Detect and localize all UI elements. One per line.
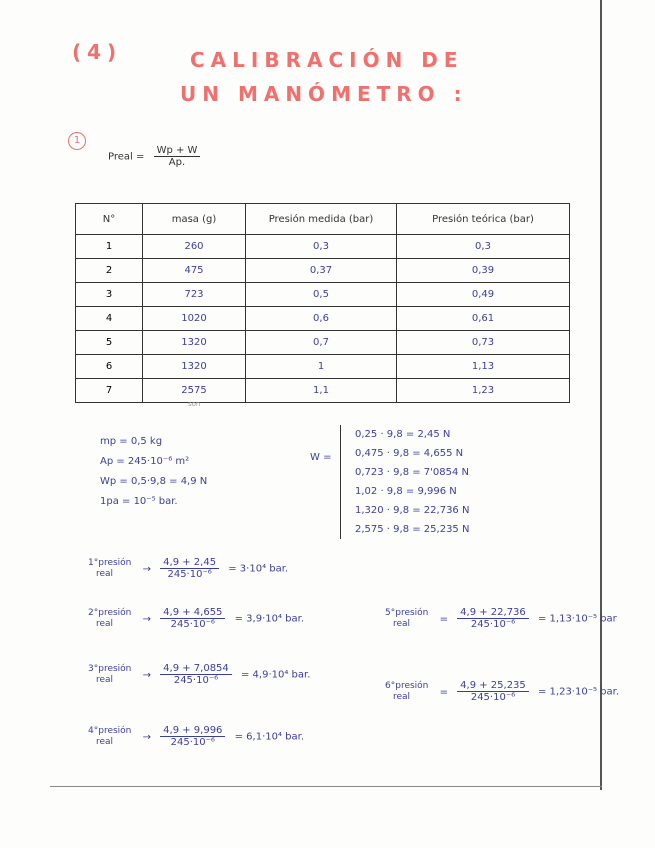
pressure-sublabel: real: [96, 736, 114, 747]
pressure-denominator: 245·10⁻⁶: [167, 569, 212, 580]
pressure-calc: [385, 680, 619, 703]
pressure-operator: →: [142, 669, 151, 681]
formula-lhs: Preal =: [108, 151, 145, 163]
pressure-result: = 6,1·10⁴ bar.: [234, 731, 305, 743]
constant: Wp = 0,5·9,8 = 4,9 N: [100, 476, 208, 487]
table-cell: 1,13: [397, 355, 570, 379]
weight-calc: 1,320 · 9,8 = 22,736 N: [355, 505, 470, 516]
table-cell: 0,37: [246, 259, 397, 283]
pressure-operator: =: [439, 613, 448, 625]
constant: 1pa = 10⁻⁵ bar.: [100, 496, 178, 507]
table-cell: 1320: [143, 355, 246, 379]
pressure-sublabel: real: [96, 568, 114, 579]
formula-den: Ap.: [168, 157, 186, 168]
pressure-numerator: 4,9 + 9,996: [160, 725, 225, 737]
table-cell: 2575: [143, 379, 246, 403]
table-cell: 4: [76, 307, 143, 331]
constant: mp = 0,5 kg: [100, 436, 163, 447]
table-row: [76, 355, 570, 379]
exercise-number: (4): [72, 40, 123, 64]
pressure-denominator: 245·10⁻⁶: [470, 619, 516, 630]
table-cell: 0,6: [246, 307, 397, 331]
pressure-denominator: 245·10⁻⁶: [170, 737, 215, 748]
pressure-numerator: 4,9 + 22,736: [457, 607, 529, 619]
page-edge-bottom: [50, 786, 602, 787]
constants: [100, 432, 207, 512]
pressure-sublabel: real: [96, 618, 114, 629]
table-cell: 1,1: [246, 379, 397, 403]
table-cell: 1320: [143, 331, 246, 355]
table-row: [76, 259, 570, 283]
table-cell: 475: [143, 259, 246, 283]
table-cell: 1: [76, 235, 143, 259]
pressure-label: 2°presión: [88, 607, 132, 618]
table-cell: 7: [76, 379, 143, 403]
col-header: masa (g): [143, 204, 246, 235]
weight-calc: 0,25 · 9,8 = 2,45 N: [355, 429, 451, 440]
table-cell: 0,3: [246, 235, 397, 259]
pressure-result: = 1,13·10⁻⁵ bar: [537, 613, 617, 625]
section-marker: 1: [68, 132, 86, 150]
table-row: [76, 235, 570, 259]
data-table: [75, 203, 570, 403]
title-line-1: CALIBRACIÓN DE: [190, 48, 464, 72]
table-row: [76, 331, 570, 355]
pressure-calc: [385, 607, 617, 630]
table-row: [76, 283, 570, 307]
table-cell: 6: [76, 355, 143, 379]
pressure-label: 3°presión: [88, 663, 132, 674]
pressure-result: = 1,23·10⁻⁵ bar.: [537, 686, 620, 698]
pressure-label: 1°presión: [88, 557, 132, 568]
weight-calc: 1,02 · 9,8 = 9,996 N: [355, 486, 457, 497]
pressure-result: = 4,9·10⁴ bar.: [240, 669, 311, 681]
pressure-sublabel: real: [96, 674, 114, 685]
table-row: [76, 379, 570, 403]
pressure-label: 5°presión: [385, 607, 429, 618]
pressure-calc: [88, 557, 288, 580]
weight-calc: 0,723 · 9,8 = 7'0854 N: [355, 467, 470, 478]
page-edge: [600, 0, 602, 790]
table-cell: 0,5: [246, 283, 397, 307]
table-cell: 5: [76, 331, 143, 355]
col-header: Presión medida (bar): [246, 204, 397, 235]
pressure-result: = 3,9·10⁴ bar.: [234, 613, 305, 625]
weights-label: W =: [310, 452, 332, 463]
pressure-calc: [88, 725, 304, 748]
col-header: Presión teórica (bar): [397, 204, 570, 235]
formula: [108, 145, 206, 168]
pressure-label: 4°presión: [88, 725, 132, 736]
pressure-denominator: 245·10⁻⁶: [170, 619, 215, 630]
table-cell: 1,23: [397, 379, 570, 403]
title-line-2: UN MANÓMETRO :: [180, 82, 468, 106]
col-header: N°: [76, 204, 143, 235]
table-cell: 0,49: [397, 283, 570, 307]
table-cell: 260: [143, 235, 246, 259]
constant: Ap = 245·10⁻⁶ m²: [100, 456, 190, 467]
table-cell: 1: [246, 355, 397, 379]
pressure-calc: [88, 663, 310, 686]
pressure-sublabel: real: [393, 691, 411, 702]
table-cell: 0,39: [397, 259, 570, 283]
table-cell: 0,7: [246, 331, 397, 355]
pressure-denominator: 245·10⁻⁶: [470, 692, 516, 703]
pressure-sublabel: real: [393, 618, 411, 629]
table-cell: 1020: [143, 307, 246, 331]
table-cell: 723: [143, 283, 246, 307]
pressure-operator: →: [142, 613, 151, 625]
pressure-numerator: 4,9 + 25,235: [457, 680, 529, 692]
formula-num: Wp + W: [154, 145, 201, 157]
pressure-denominator: 245·10⁻⁶: [173, 675, 219, 686]
weight-calc: 0,475 · 9,8 = 4,655 N: [355, 448, 464, 459]
pressure-operator: →: [142, 563, 151, 575]
table-cell: 0,61: [397, 307, 570, 331]
pressure-numerator: 4,9 + 4,655: [160, 607, 225, 619]
pressure-operator: →: [142, 731, 151, 743]
weight-calc: 2,575 · 9,8 = 25,235 N: [355, 524, 470, 535]
table-cell: 0,73: [397, 331, 570, 355]
table-cell: 2: [76, 259, 143, 283]
weights-list: [340, 425, 469, 539]
table-row: [76, 307, 570, 331]
pressure-operator: =: [439, 686, 448, 698]
table-note: son: [188, 400, 201, 408]
pressure-result: = 3·10⁴ bar.: [228, 563, 289, 575]
pressure-calc: [88, 607, 304, 630]
table-cell: 3: [76, 283, 143, 307]
pressure-label: 6°presión: [385, 680, 429, 691]
pressure-numerator: 4,9 + 2,45: [160, 557, 219, 569]
pressure-numerator: 4,9 + 7,0854: [160, 663, 232, 675]
table-cell: 0,3: [397, 235, 570, 259]
